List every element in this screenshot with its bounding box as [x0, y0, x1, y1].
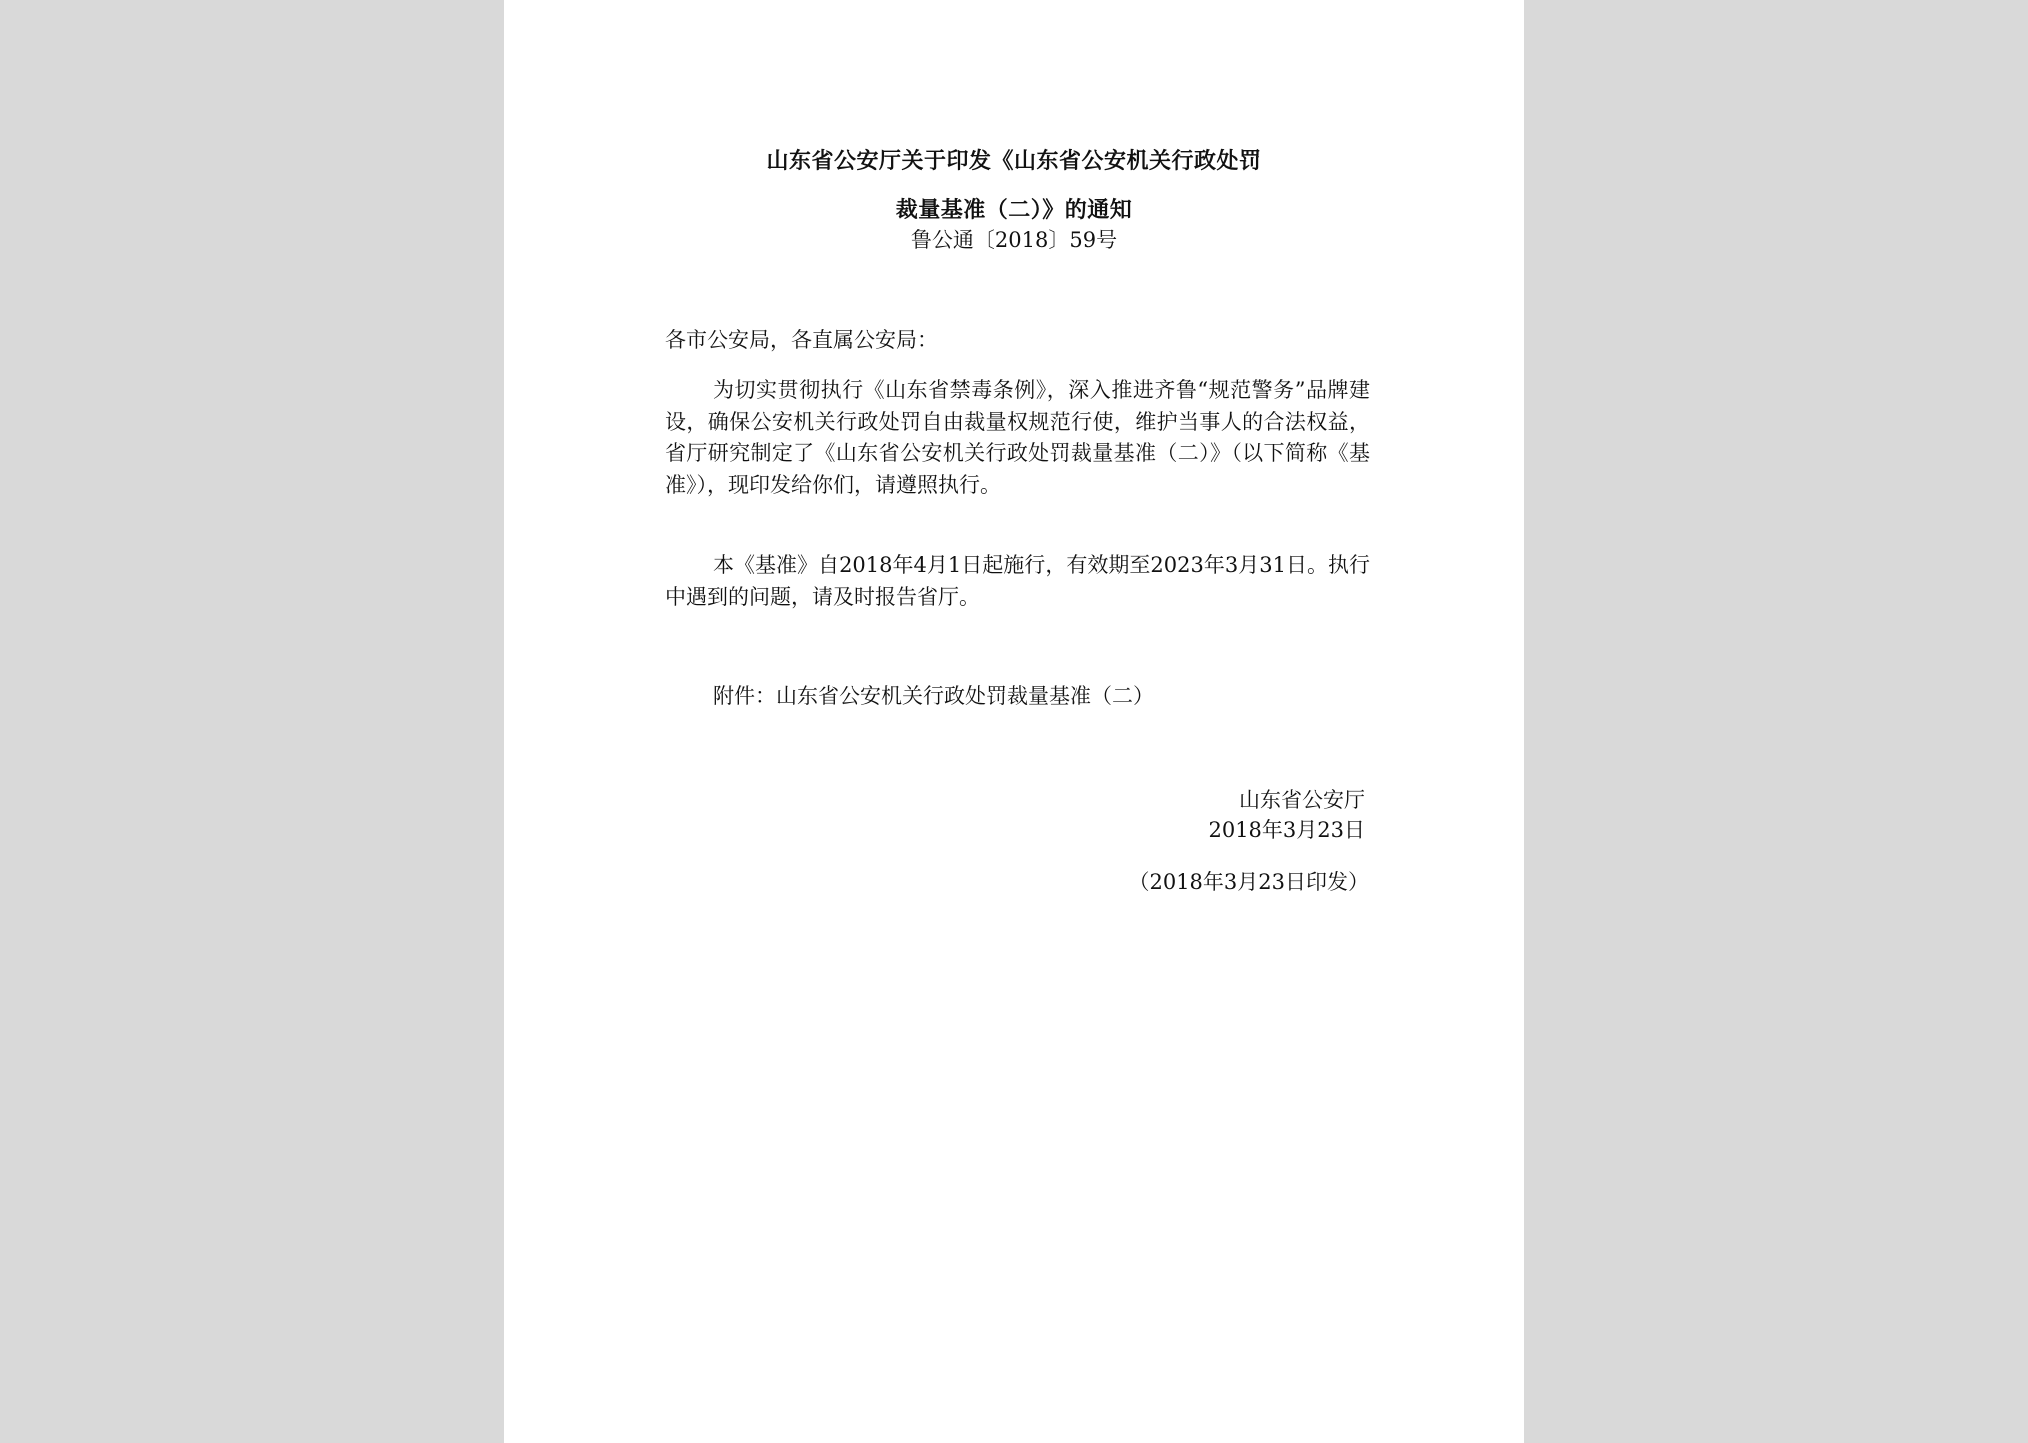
signature-organization: 山东省公安厅	[1239, 788, 1365, 812]
document-number: 鲁公通〔2018〕59号	[910, 228, 1118, 252]
attachment-line: 附件：山东省公安机关行政处罚裁量基准（二）	[713, 684, 1154, 708]
signature-date: 2018年3月23日	[1208, 818, 1365, 842]
document-page	[504, 0, 1524, 1443]
issued-note: （2018年3月23日印发）	[1128, 870, 1369, 894]
document-title-line2: 裁量基准（二）》的通知	[895, 198, 1133, 223]
document-title-line1: 山东省公安厅关于印发《山东省公安机关行政处罚	[766, 149, 1262, 174]
body-paragraph-2: 本《基准》自2018年4月1日起施行，有效期至2023年3月31日。执行中遇到的问题，请及时报告省厅。	[665, 553, 1370, 609]
body-paragraph-1: 为切实贯彻执行《山东省禁毒条例》，深入推进齐鲁“规范警务”品牌建设，确保公安机关行政处罚自由裁量权规范行使，维护当事人的合法权益，省厅研究制定了《山东省公安机关行政处罚裁量基准（二）》（以下简称《基准》），现印发给你们，请遵照执行。	[665, 378, 1370, 497]
salutation: 各市公安局，各直属公安局：	[665, 328, 938, 352]
